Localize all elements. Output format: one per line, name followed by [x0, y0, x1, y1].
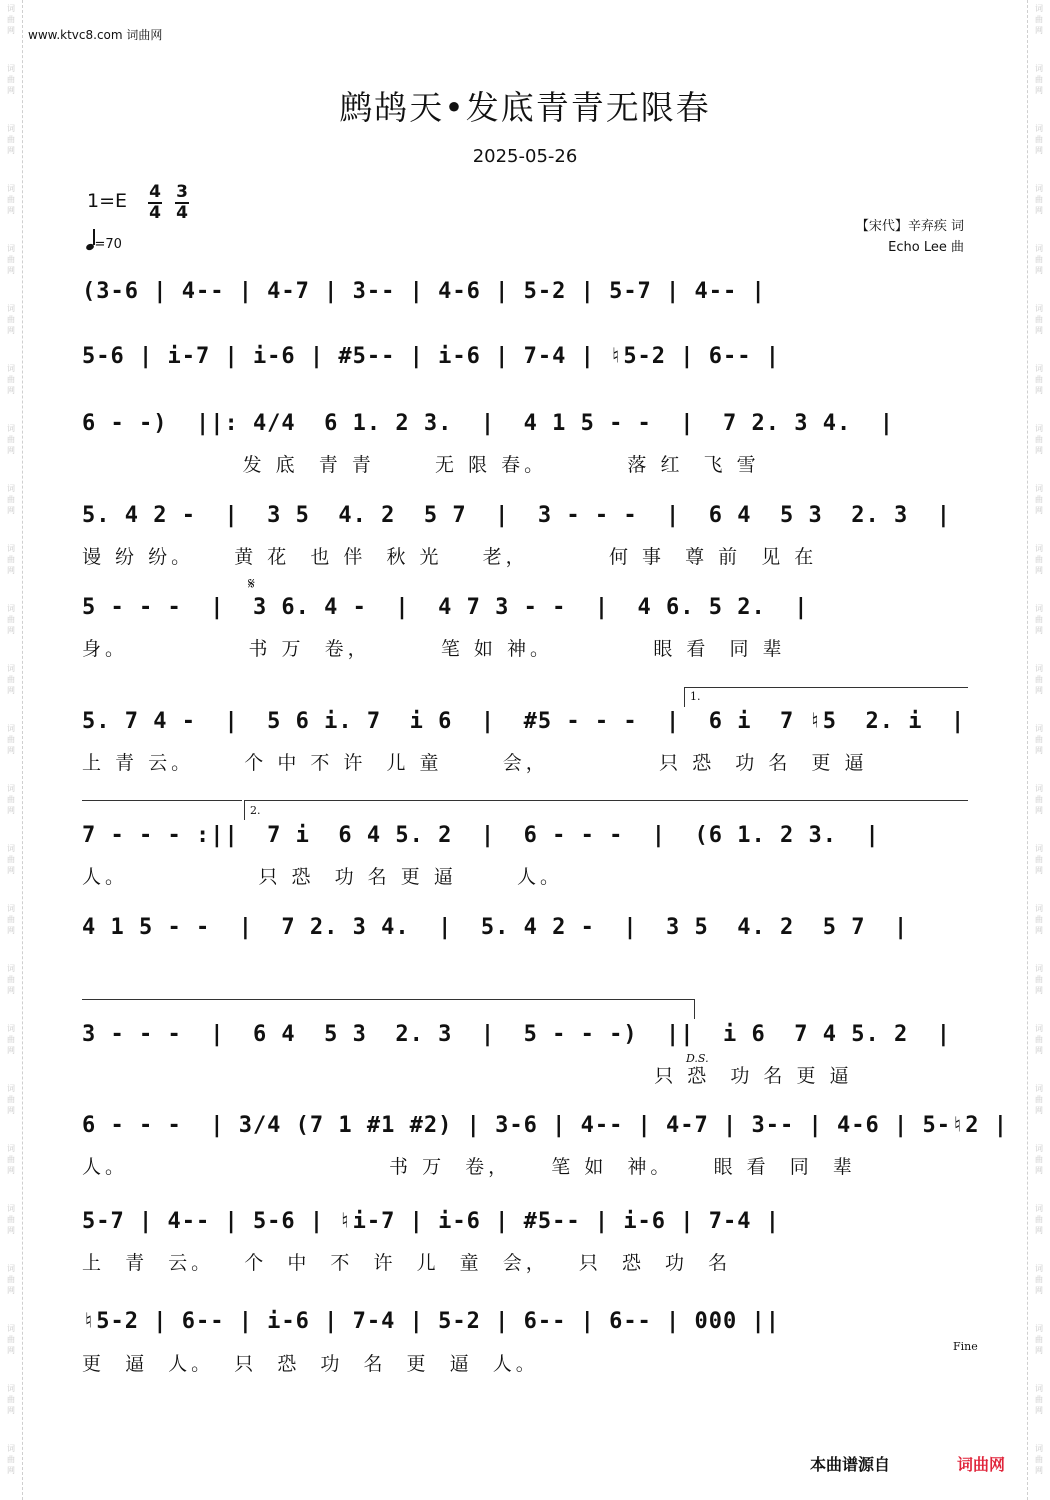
- watermark-char: 词: [7, 64, 15, 73]
- watermark-char: 词: [7, 724, 15, 733]
- watermark-char: 词: [7, 424, 15, 433]
- watermark-char: 曲: [7, 1395, 15, 1404]
- watermark-char: 网: [7, 1046, 15, 1055]
- intro-slur-bracket: [82, 999, 694, 1000]
- watermark-char: 词: [7, 964, 15, 973]
- watermark-char: 曲: [7, 1215, 15, 1224]
- watermark-char: 词: [7, 904, 15, 913]
- footer-brand-link[interactable]: 词曲网: [957, 1455, 1006, 1474]
- watermark-char: 曲: [1035, 675, 1043, 684]
- score-line-5-lyrics: 身。 书 万 卷， 笔 如 神。 眼 看 同 辈: [82, 638, 786, 660]
- watermark-char: 网: [7, 1406, 15, 1415]
- watermark-char: 曲: [7, 1455, 15, 1464]
- watermark-char: 曲: [1035, 75, 1043, 84]
- watermark-char: 词: [7, 844, 15, 853]
- watermark-char: 词: [1035, 904, 1043, 913]
- watermark-char: 词: [1035, 4, 1043, 13]
- time-sig-1-bottom: 4: [149, 203, 161, 223]
- watermark-char: 网: [1035, 1166, 1043, 1175]
- watermark-char: 曲: [7, 735, 15, 744]
- watermark-char: 曲: [1035, 1155, 1043, 1164]
- watermark-char: 词: [1035, 304, 1043, 313]
- time-sig-2-top: 3: [176, 182, 188, 202]
- watermark-char: 网: [7, 746, 15, 755]
- watermark-char: 网: [1035, 626, 1043, 635]
- watermark-char: 词: [7, 784, 15, 793]
- watermark-char: 曲: [1035, 495, 1043, 504]
- watermark-char: 网: [7, 206, 15, 215]
- watermark-char: 网: [7, 386, 15, 395]
- key-signature: 1=E: [87, 190, 128, 212]
- watermark-char: 曲: [1035, 555, 1043, 564]
- watermark-char: 网: [1035, 86, 1043, 95]
- score-line-3-lyrics: 发 底 青 青 无 限 春。 落 红 飞 雪: [82, 454, 760, 476]
- watermark-char: 词: [1035, 1144, 1043, 1153]
- note-stem-icon: [93, 229, 95, 245]
- watermark-char: 曲: [1035, 915, 1043, 924]
- score-line-12-lyrics: 更 逼 人。 只 恐 功 名 更 逼 人。: [82, 1353, 539, 1375]
- score-line-8-notes: 4 1 5 - - | 7 2. 3 4. | 5. 4 2 - | 3 5 4. 2 5 7 |: [82, 915, 909, 940]
- watermark-char: 曲: [1035, 795, 1043, 804]
- watermark-char: 网: [1035, 926, 1043, 935]
- watermark-char: 网: [7, 1286, 15, 1295]
- watermark-char: 网: [1035, 1346, 1043, 1355]
- segno-icon: 𝄋: [248, 574, 255, 593]
- watermark-char: 曲: [1035, 315, 1043, 324]
- watermark-char: 曲: [7, 1095, 15, 1104]
- watermark-char: 曲: [1035, 15, 1043, 24]
- watermark-char: 曲: [1035, 195, 1043, 204]
- watermark-char: 曲: [1035, 855, 1043, 864]
- watermark-char: 曲: [7, 75, 15, 84]
- watermark-char: 词: [1035, 244, 1043, 253]
- watermark-char: 曲: [1035, 1095, 1043, 1104]
- watermark-char: 网: [1035, 1406, 1043, 1415]
- watermark-char: 词: [1035, 544, 1043, 553]
- watermark-char: 曲: [7, 375, 15, 384]
- watermark-char: 网: [1035, 746, 1043, 755]
- watermark-char: 网: [7, 1166, 15, 1175]
- tempo-value: =70: [94, 237, 122, 252]
- watermark-char: 曲: [7, 615, 15, 624]
- watermark-char: 网: [7, 326, 15, 335]
- watermark-char: 词: [7, 124, 15, 133]
- watermark-char: 网: [7, 26, 15, 35]
- watermark-char: 词: [1035, 424, 1043, 433]
- score-date: 2025-05-26: [472, 146, 578, 167]
- watermark-char: 曲: [7, 1035, 15, 1044]
- score-line-6-notes: 5. 7 4 - | 5 6 i. 7 i 6 | #5 - - - | 6 i 7 ♮5 2. i |: [82, 709, 966, 734]
- score-line-12-notes: ♮5-2 | 6-- | i-6 | 7-4 | 5-2 | 6-- | 6-- | 000 ||: [82, 1309, 781, 1334]
- watermark-char: 词: [7, 1204, 15, 1213]
- watermark-char: 词: [1035, 784, 1043, 793]
- watermark-char: 曲: [1035, 435, 1043, 444]
- watermark-char: 网: [7, 686, 15, 695]
- watermark-char: 曲: [7, 15, 15, 24]
- lyricist-credit: 【宋代】辛弃疾 词: [855, 219, 964, 234]
- ending-1-bracket: [684, 687, 968, 688]
- composer-credit: Echo Lee 曲: [888, 240, 964, 255]
- watermark-char: 词: [7, 364, 15, 373]
- watermark-char: 词: [1035, 964, 1043, 973]
- score-line-9-notes: 3 - - - | 6 4 5 3 2. 3 | 5 - - -) || i 6 7 4 5. 2 |: [82, 1022, 951, 1047]
- watermark-char: 曲: [7, 975, 15, 984]
- watermark-char: 网: [1035, 866, 1043, 875]
- right-watermark-strip: [1027, 0, 1050, 1500]
- watermark-char: 网: [7, 146, 15, 155]
- watermark-char: 曲: [7, 495, 15, 504]
- watermark-char: 曲: [7, 255, 15, 264]
- watermark-char: 网: [1035, 146, 1043, 155]
- score-line-5-notes: 5 - - - | 3 6. 4 - | 4 7 3 - - | 4 6. 5 2. |: [82, 595, 809, 620]
- watermark-char: 词: [1035, 1084, 1043, 1093]
- score-line-1-notes: (3-6 | 4-- | 4-7 | 3-- | 4-6 | 5-2 | 5-7 | 4-- |: [82, 279, 766, 304]
- score-line-7-notes: 7 - - - :|| 7 i 6 4 5. 2 | 6 - - - | (6 1. 2 3. |: [82, 823, 880, 848]
- watermark-char: 曲: [7, 315, 15, 324]
- watermark-char: 曲: [7, 675, 15, 684]
- score-line-10-lyrics: 人。 书 万 卷， 笔 如 神。 眼 看 同 辈: [82, 1156, 856, 1178]
- watermark-char: 网: [1035, 1226, 1043, 1235]
- watermark-char: 词: [7, 244, 15, 253]
- watermark-char: 网: [7, 806, 15, 815]
- watermark-char: 词: [1035, 184, 1043, 193]
- watermark-char: 曲: [7, 855, 15, 864]
- watermark-char: 网: [1035, 386, 1043, 395]
- watermark-char: 词: [7, 604, 15, 613]
- ending-1-bracket-left: [684, 687, 685, 707]
- score-line-4-notes: 5. 4 2 - | 3 5 4. 2 5 7 | 3 - - - | 6 4 5 3 2. 3 |: [82, 503, 951, 528]
- watermark-char: 曲: [7, 1155, 15, 1164]
- time-sig-1-top: 4: [149, 182, 161, 202]
- watermark-char: 词: [7, 1384, 15, 1393]
- page-title: 鹧鸪天•发底青青无限春: [339, 88, 711, 127]
- watermark-char: 词: [1035, 484, 1043, 493]
- watermark-char: 词: [1035, 844, 1043, 853]
- watermark-char: 曲: [1035, 1335, 1043, 1344]
- ending-2-bracket: [244, 800, 968, 801]
- watermark-char: 网: [1035, 1106, 1043, 1115]
- watermark-char: 网: [7, 1226, 15, 1235]
- watermark-char: 词: [1035, 1264, 1043, 1273]
- watermark-char: 词: [1035, 604, 1043, 613]
- watermark-char: 曲: [1035, 255, 1043, 264]
- score-line-3-notes: 6 - -) ||: 4/4 6 1. 2 3. | 4 1 5 - - | 7 2. 3 4. |: [82, 411, 894, 436]
- watermark-char: 词: [7, 1444, 15, 1453]
- watermark-char: 网: [1035, 566, 1043, 575]
- watermark-char: 词: [7, 1324, 15, 1333]
- watermark-char: 曲: [7, 795, 15, 804]
- watermark-char: 网: [7, 566, 15, 575]
- watermark-char: 词: [7, 1024, 15, 1033]
- watermark-char: 网: [1035, 1286, 1043, 1295]
- ending-1-bracket-continued: [82, 800, 242, 801]
- ending-1-label: 1.: [690, 690, 701, 703]
- watermark-char: 曲: [1035, 975, 1043, 984]
- watermark-char: 网: [1035, 1046, 1043, 1055]
- tempo-marking: [86, 232, 122, 252]
- watermark-char: 词: [7, 484, 15, 493]
- watermark-char: 曲: [7, 435, 15, 444]
- watermark-char: 网: [7, 266, 15, 275]
- watermark-char: 词: [7, 1144, 15, 1153]
- watermark-char: 词: [7, 184, 15, 193]
- watermark-char: 词: [1035, 64, 1043, 73]
- watermark-char: 网: [1035, 506, 1043, 515]
- watermark-char: 词: [7, 1084, 15, 1093]
- watermark-char: 网: [7, 86, 15, 95]
- watermark-char: 网: [1035, 1466, 1043, 1475]
- watermark-char: 网: [1035, 326, 1043, 335]
- watermark-char: 网: [7, 1466, 15, 1475]
- watermark-char: 词: [7, 1264, 15, 1273]
- watermark-char: 网: [7, 506, 15, 515]
- watermark-char: 词: [1035, 1324, 1043, 1333]
- score-line-11-lyrics: 上 青 云。 个 中 不 许 儿 童 会， 只 恐 功 名: [82, 1252, 732, 1274]
- watermark-char: 曲: [7, 195, 15, 204]
- watermark-char: 网: [1035, 206, 1043, 215]
- ds-marking: D.S.: [686, 1052, 709, 1065]
- watermark-char: 词: [7, 304, 15, 313]
- watermark-char: 网: [7, 986, 15, 995]
- watermark-char: 词: [7, 4, 15, 13]
- footer-source-label: 本曲谱源自: [810, 1455, 891, 1474]
- watermark-char: 网: [7, 446, 15, 455]
- watermark-char: 词: [1035, 364, 1043, 373]
- watermark-char: 词: [1035, 1384, 1043, 1393]
- time-sig-2-bottom: 4: [176, 203, 188, 223]
- watermark-char: 网: [1035, 686, 1043, 695]
- intro-slur-bracket-right: [694, 999, 695, 1019]
- watermark-char: 曲: [7, 915, 15, 924]
- watermark-char: 曲: [1035, 615, 1043, 624]
- watermark-char: 网: [1035, 806, 1043, 815]
- score-line-10-notes: 6 - - - | 3/4 (7 1 #1 #2) | 3-6 | 4-- | 4-7 | 3-- | 4-6 | 5-♮2 |: [82, 1113, 1008, 1138]
- score-line-7-lyrics: 人。 只 恐 功 名 更 逼 人。: [82, 866, 563, 888]
- watermark-char: 曲: [7, 1335, 15, 1344]
- watermark-char: 曲: [1035, 1455, 1043, 1464]
- watermark-char: 网: [1035, 266, 1043, 275]
- watermark-char: 词: [1035, 124, 1043, 133]
- watermark-char: 曲: [1035, 1395, 1043, 1404]
- watermark-char: 词: [7, 544, 15, 553]
- watermark-char: 词: [1035, 1444, 1043, 1453]
- watermark-char: 词: [1035, 1024, 1043, 1033]
- watermark-char: 曲: [1035, 1035, 1043, 1044]
- site-url[interactable]: www.ktvc8.com 词曲网: [28, 28, 163, 42]
- watermark-char: 词: [1035, 724, 1043, 733]
- watermark-char: 曲: [1035, 1215, 1043, 1224]
- score-line-6-lyrics: 上 青 云。 个 中 不 许 儿 童 会， 只 恐 功 名 更 逼: [82, 752, 868, 774]
- left-watermark-strip: [0, 0, 23, 1500]
- watermark-char: 曲: [1035, 375, 1043, 384]
- watermark-char: 词: [1035, 1204, 1043, 1213]
- score-line-4-lyrics: 谩 纷 纷。 黄 花 也 伴 秋 光 老， 何 事 尊 前 见 在: [82, 546, 818, 568]
- watermark-char: 曲: [1035, 1275, 1043, 1284]
- watermark-char: 曲: [7, 1275, 15, 1284]
- watermark-char: 曲: [1035, 135, 1043, 144]
- ending-2-label: 2.: [250, 804, 261, 817]
- watermark-char: 曲: [1035, 735, 1043, 744]
- score-line-11-notes: 5-7 | 4-- | 5-6 | ♮i-7 | i-6 | #5-- | i-6 | 7-4 |: [82, 1209, 781, 1234]
- watermark-char: 网: [1035, 26, 1043, 35]
- fine-marking: Fine: [953, 1340, 978, 1353]
- watermark-char: 网: [1035, 446, 1043, 455]
- watermark-char: 网: [7, 626, 15, 635]
- watermark-char: 网: [7, 866, 15, 875]
- watermark-char: 词: [1035, 664, 1043, 673]
- watermark-char: 词: [7, 664, 15, 673]
- score-line-9-lyrics: 只 恐 功 名 更 逼: [82, 1065, 853, 1087]
- watermark-char: 网: [7, 1106, 15, 1115]
- watermark-char: 曲: [7, 555, 15, 564]
- watermark-char: 网: [7, 926, 15, 935]
- watermark-char: 曲: [7, 135, 15, 144]
- ending-2-bracket-left: [244, 800, 245, 820]
- watermark-char: 网: [7, 1346, 15, 1355]
- watermark-char: 网: [1035, 986, 1043, 995]
- score-line-2-notes: 5-6 | i-7 | i-6 | #5-- | i-6 | 7-4 | ♮5-2 | 6-- |: [82, 344, 781, 369]
